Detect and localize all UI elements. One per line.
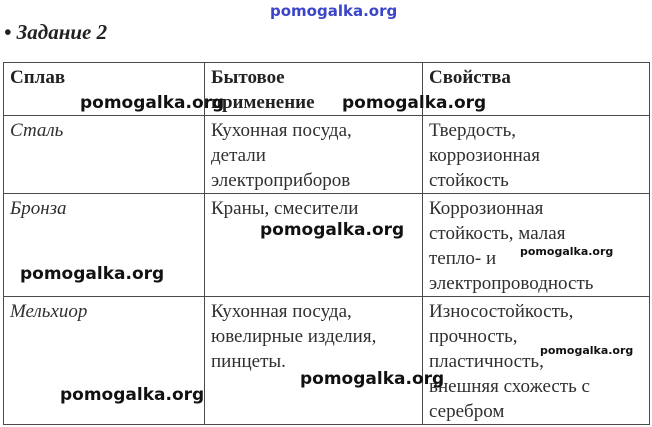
watermark: pomogalka.org [80,93,225,113]
use-line: ювелирные изделия, [211,326,377,347]
properties-line: стойкость [429,170,509,191]
properties-line: пластичность, [429,351,544,372]
table-row [4,116,650,194]
use-cell [205,116,423,194]
alloy-cell [4,297,205,425]
table-row [4,194,650,297]
properties-line: внешняя схожесть с [429,376,590,397]
header-properties [423,63,650,116]
watermark: pomogalka.org [260,220,405,240]
header-alloy [4,63,205,116]
header-properties-line: Свойства [429,67,511,88]
properties-line: коррозионная [429,145,540,166]
alloy-name: Бронза [10,198,67,219]
watermark: pomogalka.org [60,385,205,405]
watermark: pomogalka.org [342,93,487,113]
alloys-table [3,62,650,425]
watermark: pomogalka.org [520,245,614,258]
alloy-cell [4,194,205,297]
properties-cell [423,116,650,194]
use-cell [205,194,423,297]
watermark-top: pomogalka.org [270,2,398,20]
use-line: пинцеты. [211,351,286,372]
watermark: pomogalka.org [540,344,634,357]
properties-line: Коррозионная [429,198,544,219]
alloy-name: Сталь [10,120,64,141]
table-row [4,297,650,425]
header-use-line: Бытовое [211,67,285,88]
header-use [205,63,423,116]
alloy-cell [4,116,205,194]
use-line: Кухонная посуда, [211,301,352,322]
use-line: Кухонная посуда, [211,120,352,141]
properties-line: стойкость, малая [429,223,566,244]
use-line: детали [211,145,266,166]
properties-cell [423,194,650,297]
properties-line: прочность, [429,326,518,347]
use-line: электроприборов [211,170,351,191]
properties-cell [423,297,650,425]
properties-line: электропроводность [429,273,594,294]
properties-line: Износостойкость, [429,301,574,322]
watermark: pomogalka.org [300,369,445,389]
table-header-row [4,63,650,116]
watermark: pomogalka.org [20,264,165,284]
properties-line: Твердость, [429,120,516,141]
use-cell [205,297,423,425]
header-use-line: применение [211,92,315,113]
use-line: Краны, смесители [211,198,359,219]
header-alloy-line: Сплав [10,67,66,88]
properties-line: тепло- и [429,248,497,269]
alloy-name: Мельхиор [10,301,88,322]
properties-line: серебром [429,401,505,422]
task-title: • Задание 2 [4,20,108,44]
